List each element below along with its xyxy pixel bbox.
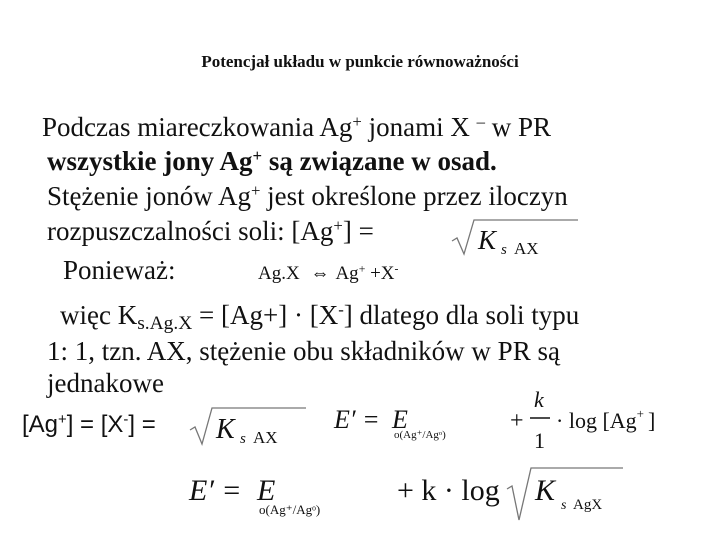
line-1-text-a: Podczas miareczkowania Ag (42, 112, 353, 142)
reaction-ag-charge: + (358, 262, 366, 276)
line-9-text-b: ] = [X (66, 411, 124, 438)
line-5-label: Ponieważ: (63, 255, 176, 285)
line-2-text-a: wszystkie jony Ag (47, 146, 253, 176)
e-standard-sub-1: o(Ag⁺/Agᵒ) (394, 429, 446, 441)
line-2-text-b: są związane w osad. (262, 146, 497, 176)
line-2 (47, 146, 497, 177)
ax-subscript: AX (514, 239, 539, 258)
line-9-text-a: [Ag (22, 411, 59, 438)
nernst-equation-1 (330, 388, 700, 458)
line-1-sup-2: – (476, 111, 485, 131)
equilibrium-arrow-icon: ⇔ (310, 263, 330, 284)
line-1-sup-1: + (352, 111, 362, 131)
line-1-text-b: jonami X (361, 112, 477, 142)
sqrt-ks-ax-1 (450, 214, 580, 258)
nernst-equation-2 (185, 462, 625, 532)
line-9-sup-1: + (58, 411, 67, 428)
line-1 (42, 112, 551, 143)
line-9 (22, 411, 156, 439)
slide-title: Potencjał układu w punkcie równoważności (201, 52, 519, 71)
sqrt-ks-ax-2 (188, 402, 308, 448)
line-6-text-c: ] dlatego dla soli typu (343, 300, 580, 330)
reaction-ag: Ag (335, 263, 359, 284)
line-6-text-a: więc K (60, 300, 138, 330)
line-4-sup: + (333, 215, 343, 235)
line-3 (47, 181, 568, 212)
reaction-x: +X (365, 263, 395, 284)
e-prime-1: E′ = (334, 405, 380, 434)
line-4-text-a: rozpuszczalności soli: [Ag (47, 216, 334, 246)
plus-k-log: + k · log (397, 474, 500, 507)
line-3-text-b: jest określone przez iloczyn (260, 181, 568, 211)
agx-subscript: AgX (573, 497, 603, 513)
reaction-agx: Ag.X (258, 263, 300, 284)
reaction-x-charge: - (394, 262, 399, 276)
e-prime-2: E′ = (189, 474, 242, 507)
line-4-text-b: ] = (342, 216, 374, 246)
line-3-sup: + (250, 180, 261, 200)
ax-subscript-2: AX (253, 428, 278, 447)
line-6-sub: s.Ag.X (137, 312, 193, 334)
line-4 (47, 216, 374, 247)
fraction-one: 1 (534, 428, 545, 453)
line-6-sup: - (338, 299, 344, 319)
line-3-text-a: Stężenie jonów Ag (47, 181, 251, 211)
k-symbol-3: K (535, 474, 556, 507)
line-1-text-c: w PR (484, 112, 551, 142)
line-6-text-b: = [Ag+] · [X (192, 300, 339, 330)
s-subscript-3: s (561, 498, 567, 513)
k-symbol: K (478, 225, 497, 255)
s-subscript-2: s (240, 431, 246, 447)
log-ag-1: · log [Ag+ ] (556, 406, 656, 433)
line-9-text-c: ] = (128, 411, 156, 438)
line-5-reaction (258, 263, 398, 285)
fraction-k: k (534, 388, 544, 412)
e-standard-sub-2: o(Ag⁺/Agᵒ) (259, 502, 321, 517)
plus-1: + (510, 408, 524, 434)
line-2-sup: + (252, 145, 263, 165)
line-6 (60, 299, 580, 334)
sqrt-sign-2 (190, 408, 306, 444)
e-standard-2: E (257, 474, 276, 507)
line-7: 1: 1, tzn. AX, stężenie obu składników w PR są (47, 336, 560, 366)
k-symbol-2: K (216, 414, 235, 445)
s-subscript: s (501, 242, 507, 258)
e-standard-1: E (392, 405, 408, 434)
line-9-sup-2: - (123, 411, 129, 428)
line-8: jednakowe (47, 368, 164, 398)
